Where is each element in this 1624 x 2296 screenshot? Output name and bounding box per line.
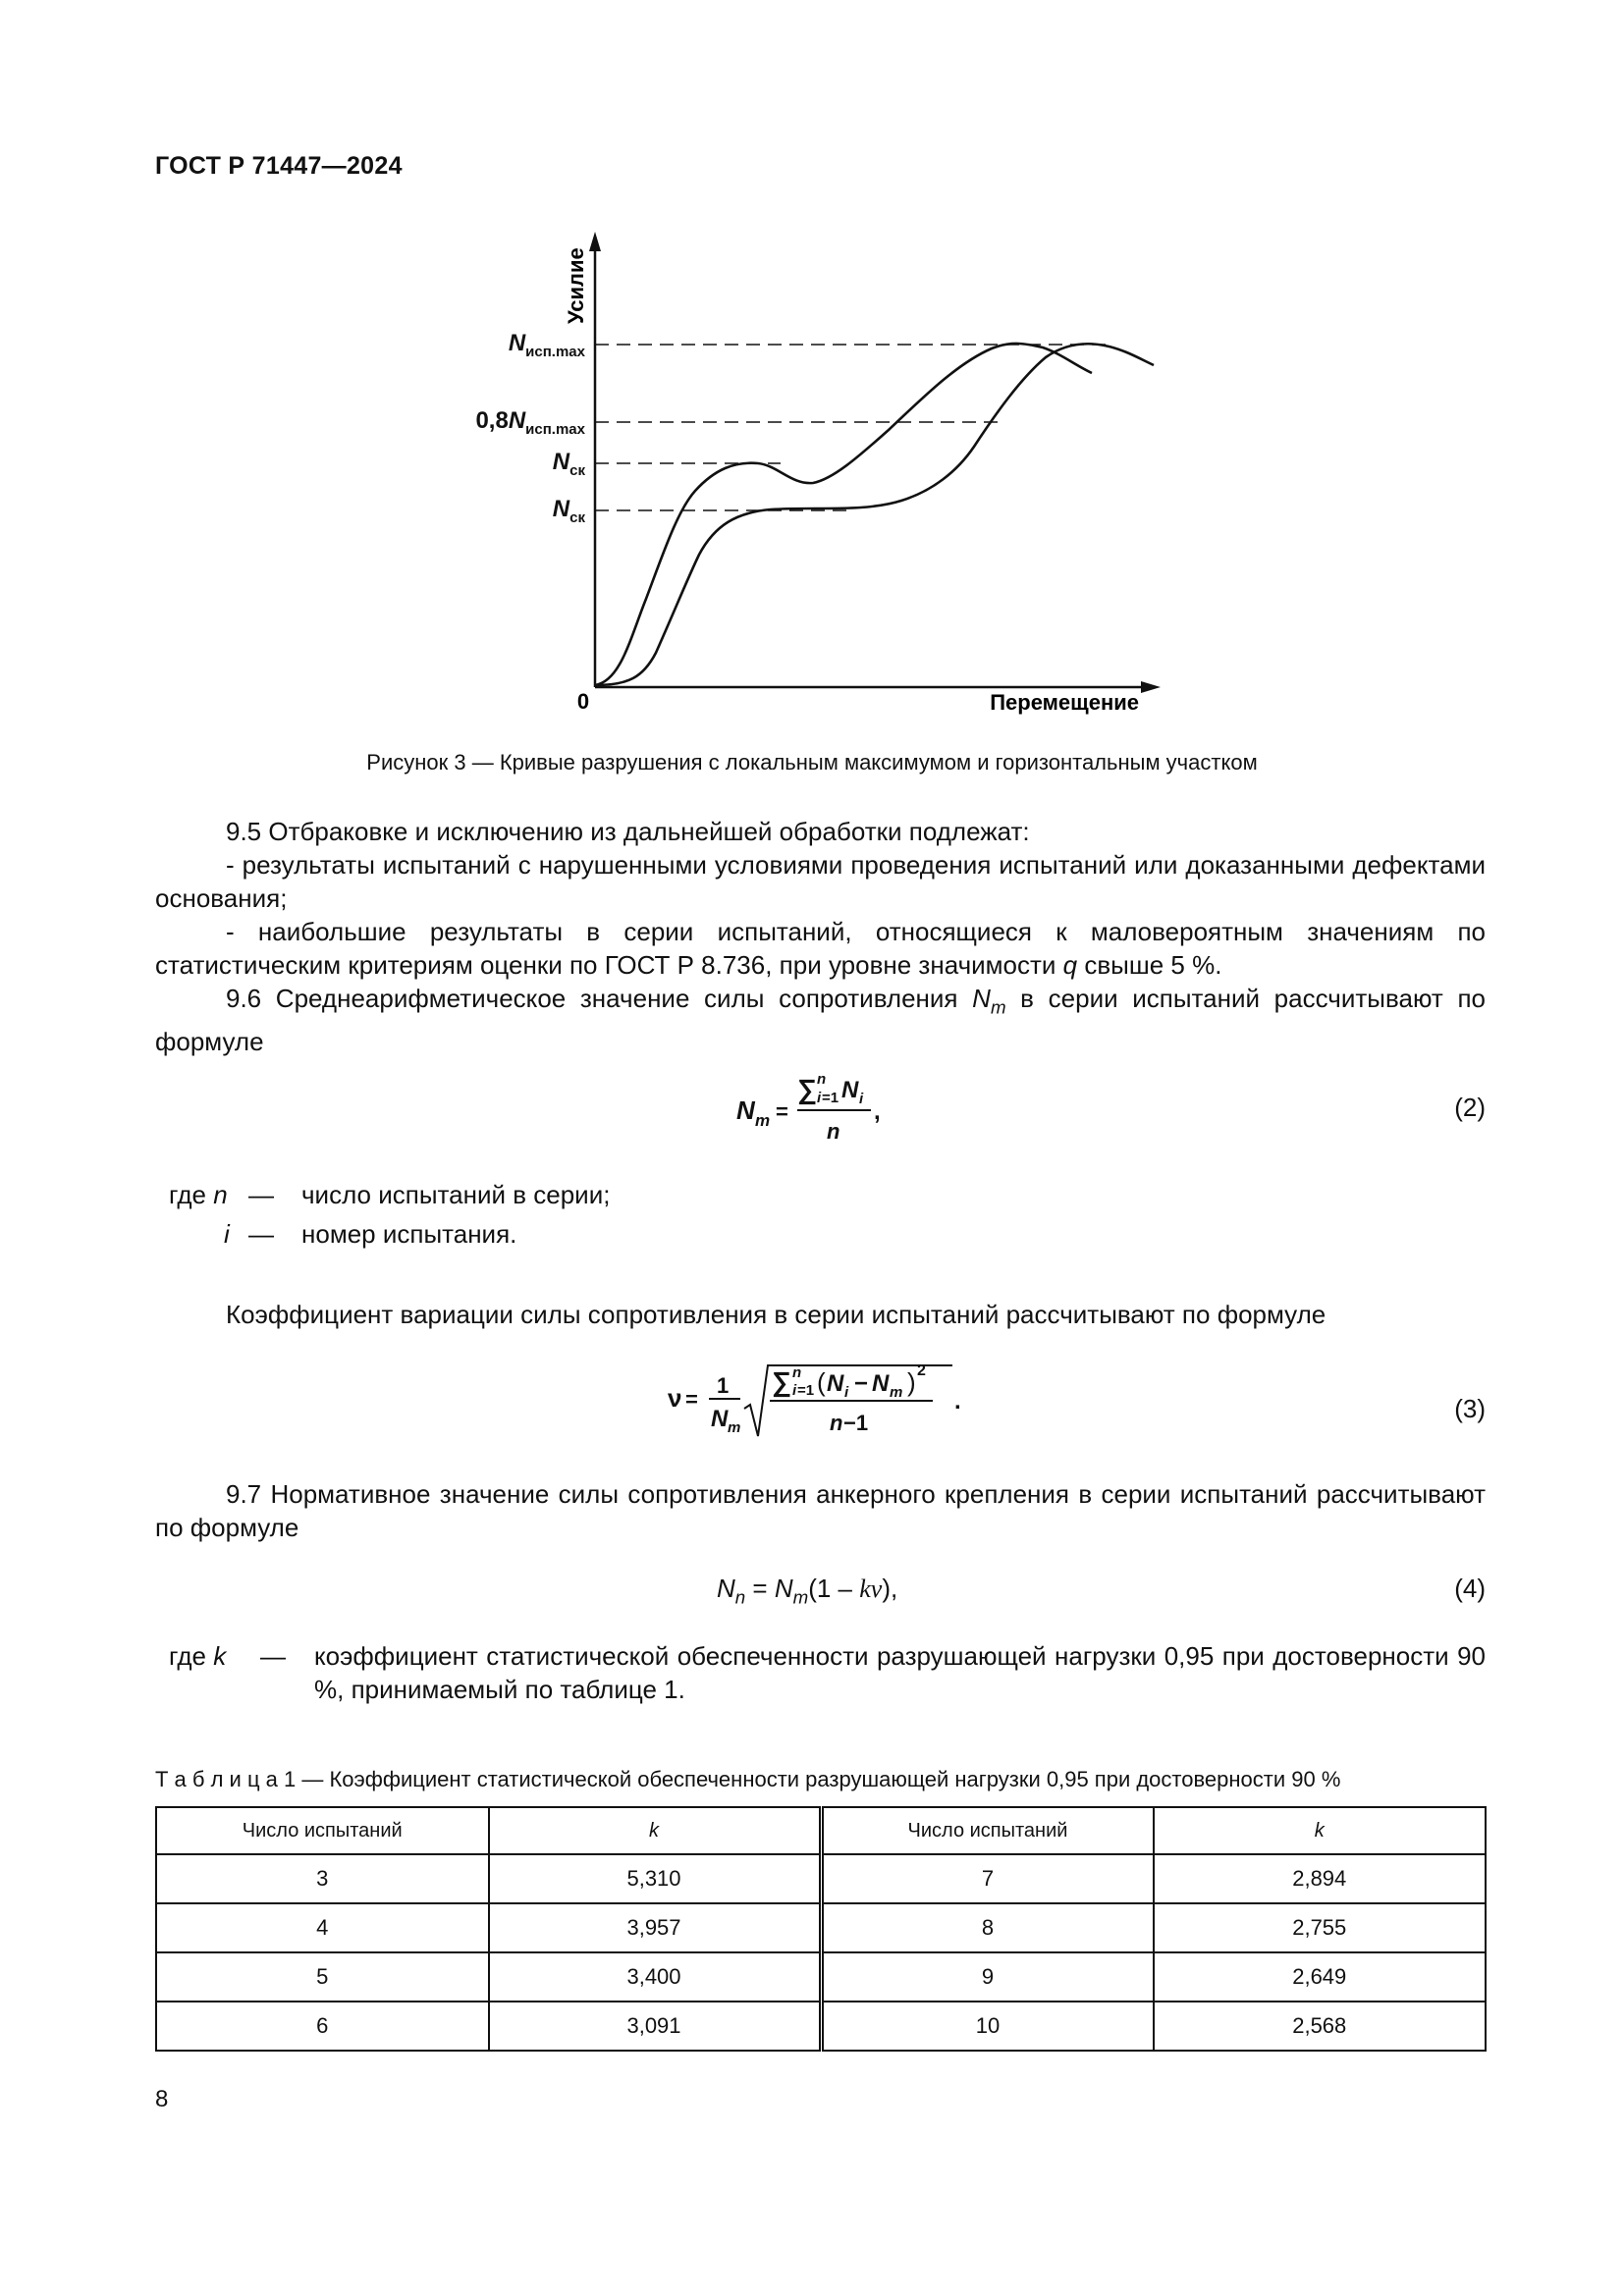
table-row: 5 3,400 9 2,649	[156, 1952, 1486, 2002]
svg-text:m: m	[890, 1384, 903, 1401]
def-i-text: номер испытания.	[301, 1219, 517, 1249]
where-label: где n	[169, 1180, 228, 1209]
svg-text:,: ,	[874, 1098, 881, 1125]
def-i-sym: i	[224, 1219, 230, 1249]
formula-4: $N_n = N_m(1 - kv)$,	[717, 1574, 898, 1608]
svg-text:=1: =1	[822, 1090, 839, 1106]
failure-curve-local-max	[595, 344, 1092, 685]
svg-text:i: i	[844, 1384, 849, 1401]
equation-number-3: (3)	[1454, 1394, 1486, 1423]
table-row: 6 3,091 10 2,568	[156, 2002, 1486, 2051]
svg-text:∑: ∑	[772, 1366, 791, 1397]
variation-text: Коэффициент вариации силы сопротивления в серии испытаний рассчитывают по формуле	[226, 1300, 1326, 1329]
svg-text:m: m	[755, 1111, 771, 1130]
y-axis-arrow	[589, 232, 601, 251]
svg-text:(: (	[817, 1367, 826, 1397]
header-test-count-2: Число испытаний	[821, 1807, 1154, 1854]
equation-number-2: (2)	[1454, 1093, 1486, 1122]
formula-2	[727, 1070, 923, 1148]
section-9-5-item-1: - результаты испытаний с нарушенными условиями проведения испытаний или доказанными дефектами основания;	[155, 850, 1486, 913]
label-08nmax: $0,8N_{исп.max}$	[475, 407, 585, 438]
label-nmax: $N_{исп.max}$	[508, 330, 585, 360]
x-axis-label: Перемещение	[990, 690, 1139, 715]
where-label-k: где k	[169, 1641, 227, 1671]
equation-number-4: (4)	[1454, 1574, 1486, 1603]
table-1	[155, 1806, 1487, 2052]
svg-text:N: N	[841, 1077, 859, 1103]
svg-text:=: =	[685, 1387, 698, 1412]
svg-text:n: n	[792, 1364, 802, 1381]
svg-text:i: i	[792, 1382, 797, 1399]
figure-caption: Рисунок 3 — Кривые разрушения с локальным максимумом и горизонтальным участком	[366, 750, 1258, 774]
svg-text:=: =	[776, 1099, 788, 1124]
svg-text:n: n	[817, 1071, 827, 1088]
section-9-5-intro: 9.5 Отбраковке и исключению из дальнейшей обработки подлежат:	[226, 817, 1030, 846]
svg-text:m: m	[728, 1419, 741, 1436]
def-k-text: коэффициент статистической обеспеченности разрушающей нагрузки 0,95 при достоверности 90 %, принимаемый по таблице 1.	[314, 1641, 1486, 1704]
table-header-row	[156, 1807, 1486, 1854]
label-nsk-lower: $N_{ск}$	[552, 496, 585, 526]
svg-text:=1: =1	[797, 1382, 815, 1399]
section-9-5-item-2: - наибольшие результаты в серии испытаний, относящиеся к маловероятным значениям по статистическим критериям оценки по ГОСТ Р 8.736, при уровне значимости q свыше 5 %.	[155, 917, 1486, 980]
svg-text:∑: ∑	[797, 1074, 817, 1104]
page-number: 8	[155, 2086, 169, 2112]
def-n-dash: —	[248, 1180, 274, 1209]
svg-text:.: .	[954, 1388, 961, 1415]
figure-3	[0, 0, 1624, 746]
label-nsk-upper: $N_{ск}$	[552, 449, 585, 479]
header-k-2: k	[1154, 1807, 1487, 1854]
svg-text:N: N	[872, 1370, 890, 1397]
formula-3	[658, 1350, 992, 1448]
svg-text:n: n	[830, 1411, 843, 1435]
svg-text:): )	[907, 1367, 916, 1397]
svg-text:1: 1	[717, 1373, 730, 1398]
def-i-dash: —	[248, 1219, 274, 1249]
document-header: ГОСТ Р 71447—2024	[155, 152, 403, 180]
svg-text:N: N	[827, 1370, 844, 1397]
section-9-7-text: 9.7 Нормативное значение силы сопротивления анкерного крепления в серии испытаний рассчитывают по формуле	[155, 1479, 1486, 1542]
svg-text:N: N	[711, 1406, 729, 1432]
svg-text:−: −	[854, 1370, 869, 1397]
y-axis-label: Усилие	[564, 247, 588, 324]
svg-text:ν: ν	[668, 1383, 682, 1413]
header-k-1: k	[489, 1807, 822, 1854]
def-k-dash: —	[260, 1641, 286, 1671]
table-1-caption: Т а б л и ц а 1 — Коэффициент статистической обеспеченности разрушающей нагрузки 0,95 при достоверности 90 %	[155, 1767, 1341, 1791]
svg-text:i: i	[817, 1090, 822, 1106]
section-9-6-text: 9.6 Среднеарифметическое значение силы сопротивления $N_m$ в серии испытаний рассчитывают по формуле	[155, 984, 1486, 1056]
svg-text:N: N	[736, 1095, 755, 1125]
table-row: 3 5,310 7 2,894	[156, 1854, 1486, 1903]
svg-text:i: i	[859, 1091, 864, 1107]
header-test-count-1: Число испытаний	[156, 1807, 489, 1854]
svg-text:−1: −1	[843, 1411, 869, 1435]
svg-text:n: n	[827, 1119, 840, 1144]
table-row: 4 3,957 8 2,755	[156, 1903, 1486, 1952]
svg-text:2: 2	[917, 1362, 926, 1379]
origin-label: 0	[576, 689, 590, 714]
x-axis-arrow	[1141, 681, 1161, 693]
def-n-text: число испытаний в серии;	[301, 1180, 611, 1209]
